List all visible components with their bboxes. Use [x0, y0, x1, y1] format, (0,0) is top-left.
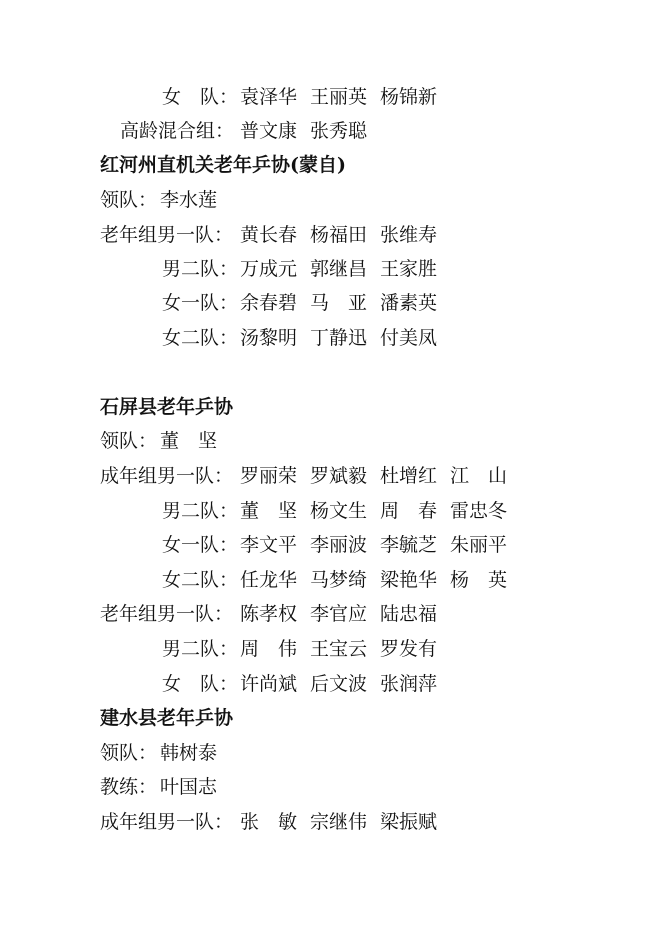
team-label: 女 队：	[162, 673, 239, 695]
member-name: 宗继伟	[310, 811, 368, 833]
member-name: 陆忠福	[380, 603, 438, 625]
member-name: 周 伟	[240, 638, 298, 660]
roster-line-coach	[0, 770, 660, 804]
member-name: 杨福田	[310, 224, 368, 246]
team-label: 男二队：	[162, 258, 239, 280]
roster-line-women-team	[0, 80, 660, 114]
member-name: 李丽波	[310, 534, 368, 556]
member-name: 张润萍	[380, 673, 438, 695]
member-name: 罗丽荣	[240, 465, 298, 487]
team-label: 男二队：	[162, 500, 239, 522]
section-heading-shiping	[0, 390, 660, 424]
member-name: 张秀聪	[310, 120, 368, 142]
member-name: 杨锦新	[380, 86, 438, 108]
member-name: 任龙华	[240, 569, 298, 591]
team-label: 女一队：	[162, 292, 239, 314]
team-label: 领队：	[100, 189, 158, 211]
member-name: 郭继昌	[310, 258, 368, 280]
member-name: 李水莲	[160, 189, 218, 211]
member-name: 朱丽平	[450, 534, 508, 556]
member-name: 张 敏	[240, 811, 298, 833]
section-title: 石屏县老年乒协	[100, 396, 234, 418]
member-name: 王丽英	[310, 86, 368, 108]
member-name: 罗发有	[380, 638, 438, 660]
roster-line-adult-men-1	[0, 459, 660, 493]
roster-line-senior-men-1	[0, 218, 660, 252]
roster-line-women-1	[0, 286, 660, 320]
member-name: 许尚斌	[240, 673, 298, 695]
team-label: 老年组男一队：	[100, 603, 234, 625]
member-name: 叶国志	[160, 776, 218, 798]
member-name: 韩树泰	[160, 742, 218, 764]
team-label: 女 队：	[162, 86, 239, 108]
roster-line-senior-men-1	[0, 597, 660, 631]
roster-line-women-team	[0, 667, 660, 701]
roster-line-women-2	[0, 563, 660, 597]
member-name: 普文康	[240, 120, 298, 142]
roster-line-senior-mixed	[0, 114, 660, 148]
team-label: 领队：	[100, 430, 158, 452]
member-name: 张维寿	[380, 224, 438, 246]
member-name: 黄长春	[240, 224, 298, 246]
member-name: 李毓芝	[380, 534, 438, 556]
team-label: 女二队：	[162, 569, 239, 591]
team-label: 女一队：	[162, 534, 239, 556]
member-name: 李官应	[310, 603, 368, 625]
team-label: 教练：	[100, 776, 158, 798]
member-name: 王家胜	[380, 258, 438, 280]
roster-line-men-2	[0, 632, 660, 666]
roster-line-men-2	[0, 252, 660, 286]
section-title: 建水县老年乒协	[100, 707, 234, 729]
team-label: 领队：	[100, 742, 158, 764]
member-name: 付美凤	[380, 327, 438, 349]
member-name: 杨文生	[310, 500, 368, 522]
section-title: 红河州直机关老年乒协(蒙自)	[100, 154, 346, 176]
member-name: 梁艳华	[380, 569, 438, 591]
member-name: 陈孝权	[240, 603, 298, 625]
member-name: 后文波	[310, 673, 368, 695]
member-name: 董 坚	[160, 430, 218, 452]
team-label: 成年组男一队：	[100, 811, 234, 833]
member-name: 丁静迅	[310, 327, 368, 349]
roster-line-women-1	[0, 528, 660, 562]
member-name: 余春碧	[240, 292, 298, 314]
member-name: 马梦绮	[310, 569, 368, 591]
member-name: 潘素英	[380, 292, 438, 314]
member-name: 汤黎明	[240, 327, 298, 349]
roster-line-women-2	[0, 321, 660, 355]
member-name: 董 坚	[240, 500, 298, 522]
member-name: 杨 英	[450, 569, 508, 591]
section-heading-jianshui	[0, 701, 660, 735]
member-name: 罗斌毅	[310, 465, 368, 487]
roster-line-leader	[0, 424, 660, 458]
team-label: 男二队：	[162, 638, 239, 660]
roster-line-adult-men-1	[0, 805, 660, 839]
member-name: 周 春	[380, 500, 438, 522]
member-name: 杜增红	[380, 465, 438, 487]
roster-line-leader	[0, 736, 660, 770]
team-label: 成年组男一队：	[100, 465, 234, 487]
member-name: 万成元	[240, 258, 298, 280]
member-name: 李文平	[240, 534, 298, 556]
team-label: 高龄混合组：	[120, 120, 235, 142]
section-heading-honghe	[0, 148, 660, 182]
team-label: 老年组男一队：	[100, 224, 234, 246]
roster-line-men-2	[0, 494, 660, 528]
team-label: 女二队：	[162, 327, 239, 349]
member-name: 王宝云	[310, 638, 368, 660]
member-name: 马 亚	[310, 292, 368, 314]
member-name: 雷忠冬	[450, 500, 508, 522]
roster-line-leader	[0, 183, 660, 217]
member-name: 袁泽华	[240, 86, 298, 108]
member-name: 江 山	[450, 465, 508, 487]
member-name: 梁振赋	[380, 811, 438, 833]
